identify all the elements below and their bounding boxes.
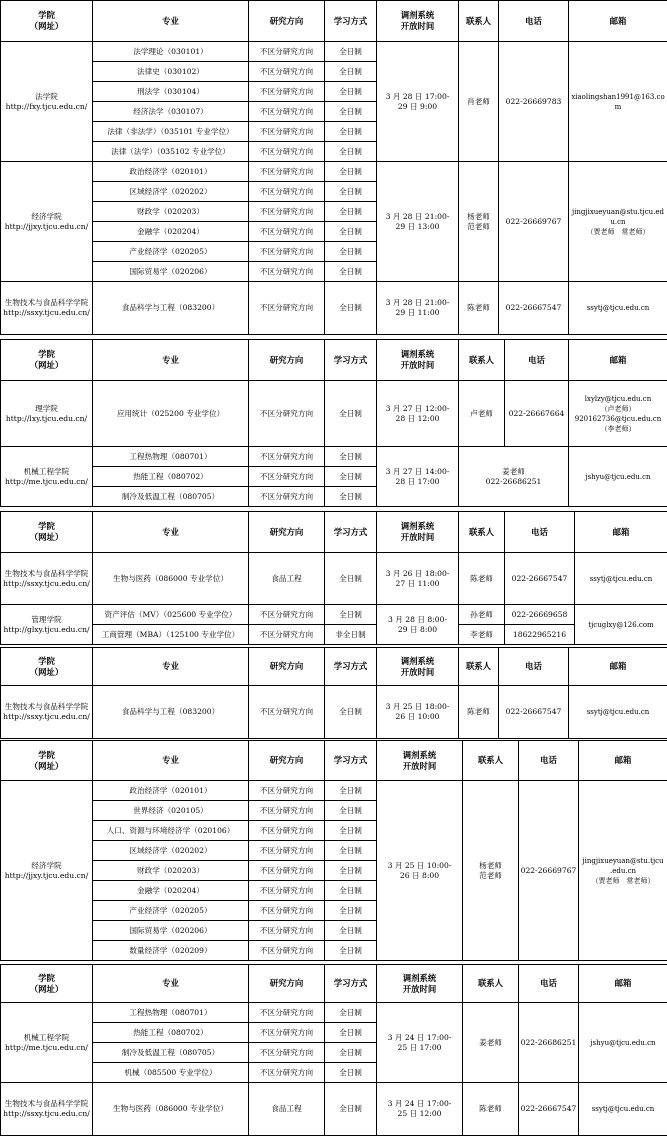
phone-cell: 022-26667547 — [499, 282, 569, 335]
direction-cell: 不区分研究方向 — [249, 202, 325, 222]
header-email: 邮箱 — [569, 1, 667, 42]
college-cell: 生物技术与食品科学学院 http://ssxy.tjcu.edu.cn/ — [1, 686, 93, 739]
header-phone: 电话 — [499, 648, 569, 686]
header-phone: 电话 — [519, 741, 579, 781]
mode-cell: 全日制 — [325, 1063, 377, 1083]
direction-cell: 不区分研究方向 — [249, 42, 325, 62]
contact-cell: 杨老师 范老师 — [463, 781, 519, 961]
major-cell: 政治经济学（020101） — [93, 781, 249, 801]
major-cell: 国际贸易学（020206） — [93, 262, 249, 282]
college-cell: 经济学院 http://jjxy.tjcu.edu.cn/ — [1, 162, 93, 282]
adjustment-table-3 — [0, 511, 667, 645]
direction-cell: 不区分研究方向 — [249, 162, 325, 182]
major-cell: 产业经济学（020205） — [93, 901, 249, 921]
major-cell: 国际贸易学（020206） — [93, 921, 249, 941]
mode-cell: 全日制 — [325, 1083, 377, 1136]
header-direction: 研究方向 — [249, 512, 325, 553]
phone-cell: 022-26669783 — [499, 42, 569, 162]
mode-cell: 全日制 — [325, 605, 377, 625]
major-cell: 法律（法学）（035102 专业学位） — [93, 142, 249, 162]
contact-cell: 陈老师 — [463, 1083, 519, 1136]
direction-cell: 不区分研究方向 — [249, 222, 325, 242]
table-row — [1, 553, 667, 605]
major-cell: 机械（085500 专业学位） — [93, 1063, 249, 1083]
header-mode: 学习方式 — [325, 648, 377, 686]
table-row — [1, 381, 667, 447]
college-cell: 生物技术与食品科学学院 http://ssxy.tjcu.edu.cn/ — [1, 282, 93, 335]
header-college: 学院 （网址） — [1, 741, 93, 781]
header-open-time: 调剂系统 开放时间 — [377, 512, 459, 553]
direction-cell: 不区分研究方向 — [249, 82, 325, 102]
header-direction: 研究方向 — [249, 340, 325, 381]
direction-cell: 不区分研究方向 — [249, 447, 325, 467]
mode-cell: 全日制 — [325, 222, 377, 242]
header-contact: 联系人 — [459, 340, 505, 381]
header-open-time: 调剂系统 开放时间 — [377, 741, 463, 781]
header-email: 邮箱 — [579, 965, 667, 1003]
mode-cell: 全日制 — [325, 901, 377, 921]
college-cell: 理学院 http://lxy.tjcu.edu.cn/ — [1, 381, 93, 447]
header-phone: 电话 — [505, 340, 569, 381]
email-cell: ssytj@tjcu.edu.cn — [569, 686, 667, 739]
open-time-cell: 3 月 25 日 18:00- 26 日 10:00 — [377, 686, 459, 739]
table-row — [1, 605, 667, 625]
header-college: 学院 （网址） — [1, 965, 93, 1003]
direction-cell: 不区分研究方向 — [249, 282, 325, 335]
email-cell: ssytj@tjcu.edu.cn — [575, 553, 667, 605]
direction-cell: 不区分研究方向 — [249, 861, 325, 881]
phone-cell: 022-26669767 — [499, 162, 569, 282]
mode-cell: 全日制 — [325, 102, 377, 122]
college-url: http://ssxy.tjcu.edu.cn/ — [3, 1109, 90, 1118]
mode-cell: 全日制 — [325, 1023, 377, 1043]
major-cell: 热能工程（080702） — [93, 1023, 249, 1043]
mode-cell: 全日制 — [325, 821, 377, 841]
header-mode: 学习方式 — [325, 512, 377, 553]
major-cell: 生物与医药（086000 专业学位） — [93, 553, 249, 605]
mode-cell: 全日制 — [325, 122, 377, 142]
mode-cell: 全日制 — [325, 781, 377, 801]
mode-cell: 全日制 — [325, 921, 377, 941]
header-email: 邮箱 — [569, 648, 667, 686]
direction-cell: 不区分研究方向 — [249, 686, 325, 739]
major-cell: 刑法学（030104） — [93, 82, 249, 102]
header-major: 专业 — [93, 1, 249, 42]
major-cell: 区域经济学（020202） — [93, 841, 249, 861]
open-time-cell: 3 月 27 日 12:00- 28 日 12:00 — [377, 381, 459, 447]
mode-cell: 全日制 — [325, 686, 377, 739]
direction-cell: 不区分研究方向 — [249, 122, 325, 142]
header-row — [1, 340, 667, 381]
header-open-time: 调剂系统 开放时间 — [377, 1, 459, 42]
phone-cell: 022-26667547 — [499, 686, 569, 739]
email-cell: jshyu@tjcu.edu.cn — [569, 447, 667, 507]
header-row — [1, 965, 667, 1003]
direction-cell: 不区分研究方向 — [249, 605, 325, 625]
major-cell: 食品科学与工程（083200） — [93, 282, 249, 335]
email-cell: lxylzy@tjcu.edu.cn （卢老师） 920162736@tjcu.edu.cn （李老师） — [569, 381, 667, 447]
phone-cell: 18622965216 — [505, 625, 575, 645]
direction-cell: 不区分研究方向 — [249, 182, 325, 202]
email-cell: jshyu@tjcu.edu.cn — [579, 1003, 667, 1083]
mode-cell: 全日制 — [325, 242, 377, 262]
mode-cell: 全日制 — [325, 381, 377, 447]
adjustment-table-6 — [0, 964, 667, 1136]
mode-cell: 全日制 — [325, 487, 377, 507]
phone-cell: 022-26667664 — [505, 381, 569, 447]
email-cell: xiaolingshan1991@163.com — [569, 42, 667, 162]
header-row — [1, 741, 667, 781]
major-cell: 制冷及低温工程（080705） — [93, 487, 249, 507]
major-cell: 财政学（020203） — [93, 861, 249, 881]
college-cell: 生物技术与食品科学学院 http://ssxy.tjcu.edu.cn/ — [1, 553, 93, 605]
header-contact: 联系人 — [459, 648, 499, 686]
header-open-time: 调剂系统 开放时间 — [377, 648, 459, 686]
header-major: 专业 — [93, 741, 249, 781]
college-url: http://ssxy.tjcu.edu.cn/ — [3, 308, 90, 317]
direction-cell: 不区分研究方向 — [249, 102, 325, 122]
header-college: 学院 （网址） — [1, 512, 93, 553]
college-url: http://fxy.tjcu.edu.cn/ — [5, 101, 88, 111]
adjustment-table-5 — [0, 740, 667, 961]
mode-cell: 全日制 — [325, 801, 377, 821]
mode-cell: 全日制 — [325, 1043, 377, 1063]
mode-cell: 全日制 — [325, 1003, 377, 1023]
mode-cell: 全日制 — [325, 282, 377, 335]
mode-cell: 全日制 — [325, 467, 377, 487]
major-cell: 热能工程（080702） — [93, 467, 249, 487]
major-cell: 人口、资源与环境经济学（020106） — [93, 821, 249, 841]
table-row — [1, 282, 667, 335]
contact-cell: 李老师 — [459, 625, 505, 645]
header-major: 专业 — [93, 512, 249, 553]
mode-cell: 全日制 — [325, 447, 377, 467]
header-email: 邮箱 — [579, 741, 667, 781]
direction-cell: 不区分研究方向 — [249, 1023, 325, 1043]
direction-cell: 不区分研究方向 — [249, 487, 325, 507]
phone-cell: 022-26667547 — [505, 553, 575, 605]
direction-cell: 不区分研究方向 — [249, 142, 325, 162]
mode-cell: 全日制 — [325, 553, 377, 605]
contact-cell: 姜老师 — [463, 1003, 519, 1083]
open-time-cell: 3 月 28 日 21:00- 29 日 11:00 — [377, 282, 459, 335]
contact-cell: 孙老师 — [459, 605, 505, 625]
header-major: 专业 — [93, 648, 249, 686]
mode-cell: 全日制 — [325, 62, 377, 82]
header-phone: 电话 — [519, 965, 579, 1003]
header-email: 邮箱 — [575, 512, 667, 553]
adjustment-table-4 — [0, 647, 667, 739]
mode-cell: 全日制 — [325, 142, 377, 162]
major-cell: 经济法学（030107） — [93, 102, 249, 122]
major-cell: 生物与医药（086000 专业学位） — [93, 1083, 249, 1136]
table-row — [1, 1003, 667, 1023]
major-cell: 财政学（020203） — [93, 202, 249, 222]
open-time-cell: 3 月 28 日 21:00- 29 日 13:00 — [377, 162, 459, 282]
major-cell: 世界经济（020105） — [93, 801, 249, 821]
email-cell: ssytj@tjcu.edu.cn — [569, 282, 667, 335]
major-cell: 制冷及低温工程（080705） — [93, 1043, 249, 1063]
header-direction: 研究方向 — [249, 648, 325, 686]
college-cell: 管理学院 http://glxy.tjcu.edu.cn/ — [1, 605, 93, 645]
open-time-cell: 3 月 26 日 18:00- 27 日 11:00 — [377, 553, 459, 605]
table-row — [1, 686, 667, 739]
direction-cell: 不区分研究方向 — [249, 901, 325, 921]
direction-cell: 食品工程 — [249, 553, 325, 605]
contact-cell: 杨老师 范老师 — [459, 162, 499, 282]
mode-cell: 全日制 — [325, 881, 377, 901]
table-row — [1, 42, 667, 62]
header-phone: 电话 — [499, 1, 569, 42]
direction-cell: 不区分研究方向 — [249, 242, 325, 262]
college-url: http://ssxy.tjcu.edu.cn/ — [3, 712, 90, 721]
header-mode: 学习方式 — [325, 741, 377, 781]
college-cell: 生物技术与食品科学学院 http://ssxy.tjcu.edu.cn/ — [1, 1083, 93, 1136]
header-open-time: 调剂系统 开放时间 — [377, 340, 459, 381]
college-url: http://me.tjcu.edu.cn/ — [5, 1042, 88, 1052]
direction-cell: 不区分研究方向 — [249, 921, 325, 941]
table-row — [1, 1083, 667, 1136]
direction-cell: 不区分研究方向 — [249, 1063, 325, 1083]
mode-cell: 全日制 — [325, 182, 377, 202]
adjustment-table-2 — [0, 339, 667, 507]
header-contact: 联系人 — [463, 965, 519, 1003]
mode-cell: 全日制 — [325, 262, 377, 282]
phone-cell: 022-26669767 — [519, 781, 579, 961]
open-time-cell: 3 月 28 日 8:00- 29 日 8:00 — [377, 605, 459, 645]
header-mode: 学习方式 — [325, 965, 377, 1003]
header-row — [1, 512, 667, 553]
header-phone: 电话 — [505, 512, 575, 553]
open-time-cell: 3 月 24 日 17:00- 25 日 17:00 — [377, 1003, 463, 1083]
header-direction: 研究方向 — [249, 1, 325, 42]
major-cell: 工程热物理（080701） — [93, 1003, 249, 1023]
major-cell: 数量经济学（020209） — [93, 941, 249, 961]
open-time-cell: 3 月 28 日 17:00- 29 日 9:00 — [377, 42, 459, 162]
direction-cell: 食品工程 — [249, 1083, 325, 1136]
direction-cell: 不区分研究方向 — [249, 467, 325, 487]
phone-cell: 022-26669658 — [505, 605, 575, 625]
header-contact: 联系人 — [459, 512, 505, 553]
header-direction: 研究方向 — [249, 741, 325, 781]
contact-cell: 陈老师 — [459, 686, 499, 739]
direction-cell: 不区分研究方向 — [249, 781, 325, 801]
header-contact: 联系人 — [459, 1, 499, 42]
direction-cell: 不区分研究方向 — [249, 1003, 325, 1023]
college-cell: 经济学院 http://jjxy.tjcu.edu.cn/ — [1, 781, 93, 961]
header-major: 专业 — [93, 340, 249, 381]
header-row — [1, 648, 667, 686]
open-time-cell: 3 月 27 日 14:00- 28 日 17:00 — [377, 447, 459, 507]
header-open-time: 调剂系统 开放时间 — [377, 965, 463, 1003]
mode-cell: 全日制 — [325, 202, 377, 222]
phone-cell: 022-26667547 — [519, 1083, 579, 1136]
direction-cell: 不区分研究方向 — [249, 881, 325, 901]
direction-cell: 不区分研究方向 — [249, 625, 325, 645]
mode-cell: 全日制 — [325, 861, 377, 881]
direction-cell: 不区分研究方向 — [249, 821, 325, 841]
contact-cell: 肖老师 — [459, 42, 499, 162]
college-cell: 法学院 http://fxy.tjcu.edu.cn/ — [1, 42, 93, 162]
header-college: 学院 （网址） — [1, 340, 93, 381]
contact-phone-cell: 姜老师 022-26686251 — [459, 447, 569, 507]
header-email: 邮箱 — [569, 340, 667, 381]
contact-cell: 陈老师 — [459, 553, 505, 605]
college-url: http://jjxy.tjcu.edu.cn/ — [4, 221, 89, 231]
college-url: http://jjxy.tjcu.edu.cn/ — [4, 870, 89, 880]
major-cell: 工商管理（MBA）（125100 专业学位） — [93, 625, 249, 645]
major-cell: 食品科学与工程（083200） — [93, 686, 249, 739]
header-direction: 研究方向 — [249, 965, 325, 1003]
header-major: 专业 — [93, 965, 249, 1003]
college-cell: 机械工程学院 http://me.tjcu.edu.cn/ — [1, 447, 93, 507]
major-cell: 区域经济学（020202） — [93, 182, 249, 202]
college-url: http://ssxy.tjcu.edu.cn/ — [3, 578, 90, 588]
college-url: http://lxy.tjcu.edu.cn/ — [5, 413, 88, 423]
mode-cell: 全日制 — [325, 82, 377, 102]
direction-cell: 不区分研究方向 — [249, 262, 325, 282]
table-row — [1, 625, 667, 645]
major-cell: 金融学（020204） — [93, 222, 249, 242]
major-cell: 资产评估（MV）（025600 专业学位） — [93, 605, 249, 625]
major-cell: 政治经济学（020101） — [93, 162, 249, 182]
direction-cell: 不区分研究方向 — [249, 1043, 325, 1063]
header-college: 学院 （网址） — [1, 1, 93, 42]
header-mode: 学习方式 — [325, 340, 377, 381]
mode-cell: 全日制 — [325, 841, 377, 861]
open-time-cell: 3 月 25 日 10:00- 26 日 8:00 — [377, 781, 463, 961]
header-contact: 联系人 — [463, 741, 519, 781]
table-row — [1, 447, 667, 467]
college-url: http://glxy.tjcu.edu.cn/ — [3, 624, 90, 634]
major-cell: 法律史（030102） — [93, 62, 249, 82]
adjustment-table-1 — [0, 0, 667, 335]
major-cell: 产业经济学（020205） — [93, 242, 249, 262]
direction-cell: 不区分研究方向 — [249, 801, 325, 821]
major-cell: 法律（非法学）（035101 专业学位） — [93, 122, 249, 142]
email-cell: tjcuglxy@126.com — [575, 605, 667, 645]
college-cell: 机械工程学院 http://me.tjcu.edu.cn/ — [1, 1003, 93, 1083]
email-cell: jingjixueyuan@stu.tjcu.edu.cn （贾老师 常老师） — [569, 162, 667, 282]
header-mode: 学习方式 — [325, 1, 377, 42]
header-college: 学院 （网址） — [1, 648, 93, 686]
college-url: http://me.tjcu.edu.cn/ — [5, 476, 88, 486]
major-cell: 法学理论（030101） — [93, 42, 249, 62]
mode-cell: 全日制 — [325, 941, 377, 961]
table-row — [1, 781, 667, 801]
phone-cell: 022-26686251 — [519, 1003, 579, 1083]
major-cell: 金融学（020204） — [93, 881, 249, 901]
contact-cell: 卢老师 — [459, 381, 505, 447]
direction-cell: 不区分研究方向 — [249, 381, 325, 447]
major-cell: 工程热物理（080701） — [93, 447, 249, 467]
direction-cell: 不区分研究方向 — [249, 62, 325, 82]
contact-cell: 陈老师 — [459, 282, 499, 335]
direction-cell: 不区分研究方向 — [249, 841, 325, 861]
major-cell: 应用统计（025200 专业学位） — [93, 381, 249, 447]
email-cell: jingjixueyuan@stu.tjcu .edu.cn （贾老师 常老师） — [579, 781, 667, 961]
mode-cell: 非全日制 — [325, 625, 377, 645]
open-time-cell: 3 月 24 日 17:00- 25 日 12:00 — [377, 1083, 463, 1136]
table-row — [1, 162, 667, 182]
header-row — [1, 1, 667, 42]
mode-cell: 全日制 — [325, 162, 377, 182]
email-cell: ssytj@tjcu.edu.cn — [579, 1083, 667, 1136]
mode-cell: 全日制 — [325, 42, 377, 62]
direction-cell: 不区分研究方向 — [249, 941, 325, 961]
